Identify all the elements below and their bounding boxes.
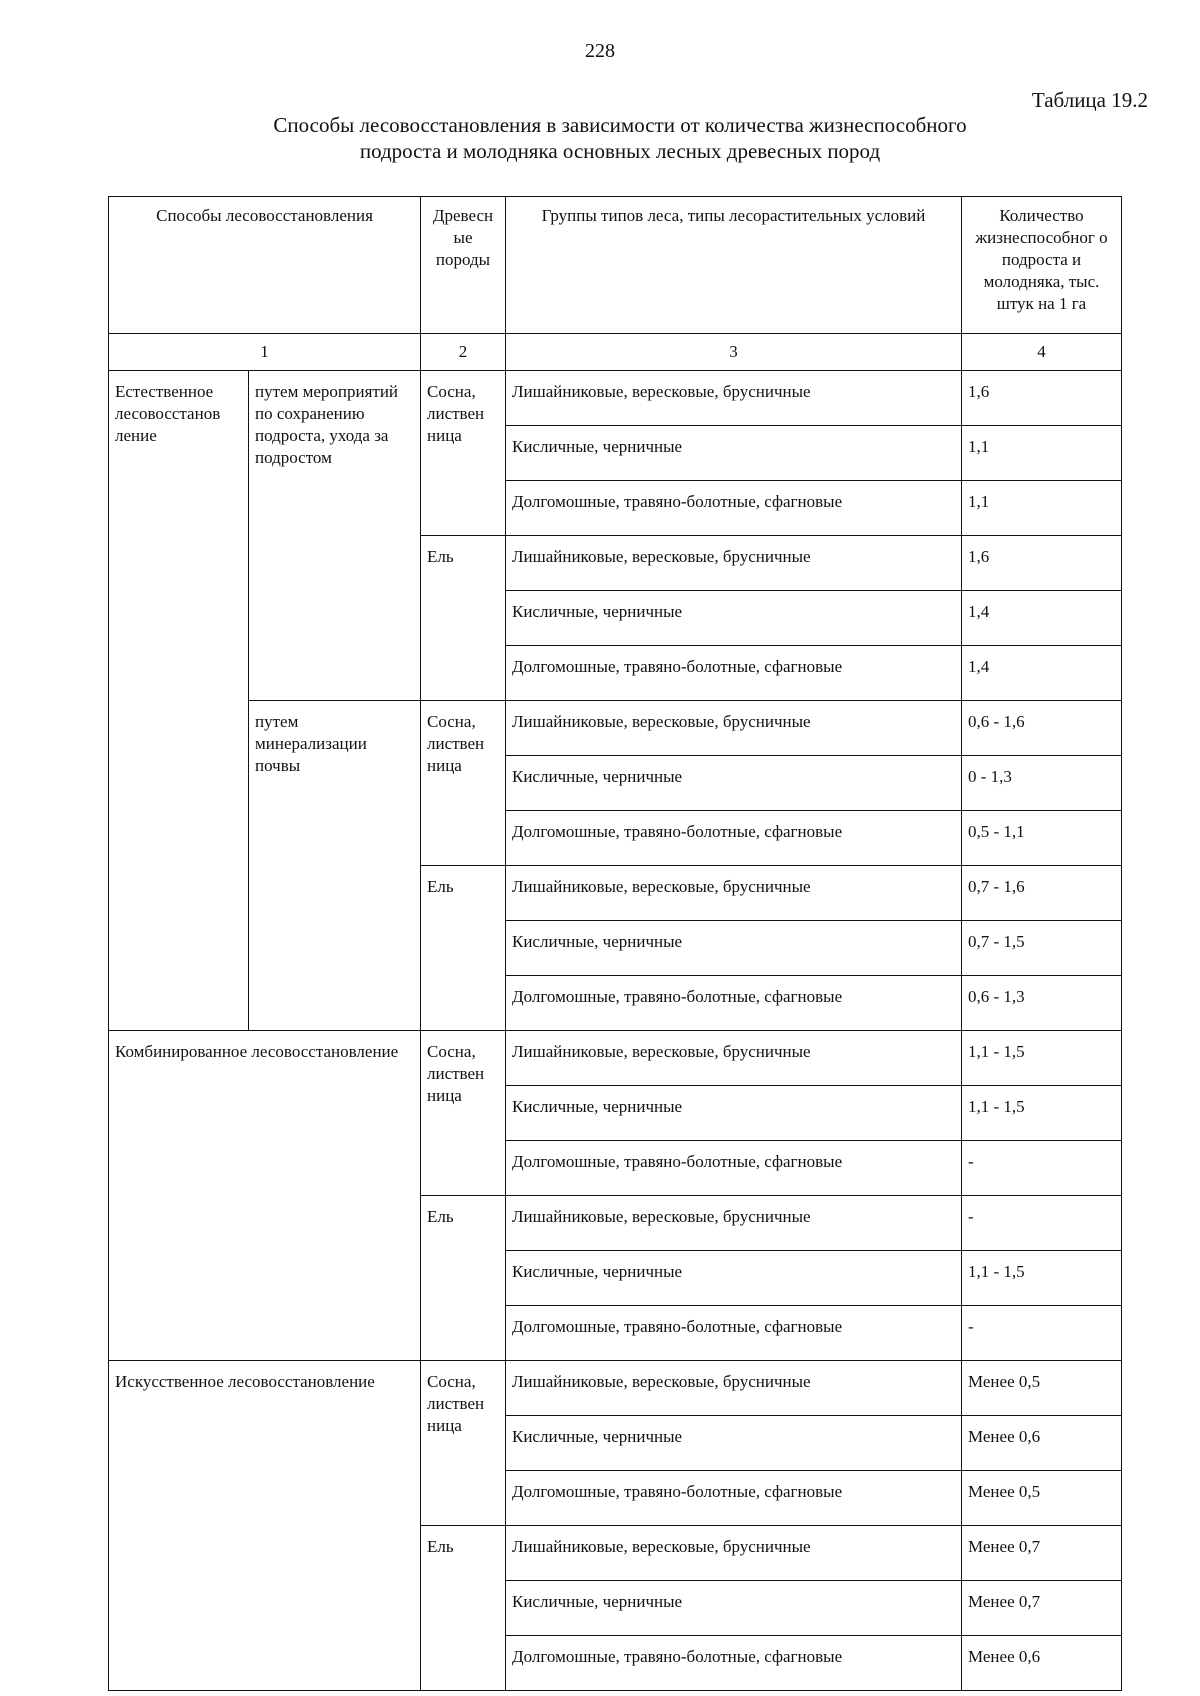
table-row <box>109 1361 1122 1416</box>
method-combined: Комбинированное лесовосстановление <box>109 1031 421 1361</box>
method-natural-submethod: путем минерализации почвы <box>249 701 421 1031</box>
header-methods: Способы лесовосстановления <box>109 197 421 334</box>
quantity-cell: 1,1 - 1,5 <box>962 1251 1122 1306</box>
quantity-cell: - <box>962 1141 1122 1196</box>
quantity-cell: 0,6 - 1,3 <box>962 976 1122 1031</box>
forest-type-cell: Лишайниковые, вересковые, брусничные <box>506 866 962 921</box>
quantity-cell: 1,1 - 1,5 <box>962 1031 1122 1086</box>
table-label: Таблица 19.2 <box>1031 88 1148 112</box>
table-title: Способы лесовосстановления в зависимости от количества жизнеспособного подроста и молодняка основных лесных древесных пород <box>273 113 967 163</box>
species-cell: Сосна, листвен ница <box>421 1361 506 1526</box>
forest-type-cell: Кисличные, черничные <box>506 426 962 481</box>
species-cell: Сосна, листвен ница <box>421 701 506 866</box>
forest-type-cell: Долгомошные, травяно-болотные, сфагновые <box>506 646 962 701</box>
quantity-cell: Менее 0,5 <box>962 1361 1122 1416</box>
species-cell: Сосна, листвен ница <box>421 1031 506 1196</box>
quantity-cell: 0,7 - 1,5 <box>962 921 1122 976</box>
species-cell: Ель <box>421 1526 506 1691</box>
forest-type-cell: Долгомошные, травяно-болотные, сфагновые <box>506 976 962 1031</box>
quantity-cell: - <box>962 1196 1122 1251</box>
quantity-cell: 1,1 <box>962 426 1122 481</box>
forest-type-cell: Долгомошные, травяно-болотные, сфагновые <box>506 1141 962 1196</box>
forest-type-cell: Лишайниковые, вересковые, брусничные <box>506 1526 962 1581</box>
column-number: 4 <box>962 334 1122 371</box>
quantity-cell: 1,1 <box>962 481 1122 536</box>
forest-type-cell: Долгомошные, травяно-болотные, сфагновые <box>506 811 962 866</box>
species-cell: Ель <box>421 1196 506 1361</box>
forest-type-cell: Кисличные, черничные <box>506 1581 962 1636</box>
forest-type-cell: Лишайниковые, вересковые, брусничные <box>506 371 962 426</box>
header-forest-types: Группы типов леса, типы лесорастительных условий <box>506 197 962 334</box>
page-number: 228 <box>585 40 615 62</box>
table-row <box>109 1031 1122 1086</box>
header-row <box>109 197 1122 334</box>
quantity-cell: Менее 0,5 <box>962 1471 1122 1526</box>
quantity-cell: 1,4 <box>962 646 1122 701</box>
quantity-cell: Менее 0,7 <box>962 1581 1122 1636</box>
forest-type-cell: Долгомошные, травяно-болотные, сфагновые <box>506 481 962 536</box>
quantity-cell: Менее 0,6 <box>962 1636 1122 1691</box>
quantity-cell: 1,1 - 1,5 <box>962 1086 1122 1141</box>
forest-type-cell: Долгомошные, травяно-болотные, сфагновые <box>506 1471 962 1526</box>
forest-type-cell: Лишайниковые, вересковые, брусничные <box>506 701 962 756</box>
forest-type-cell: Лишайниковые, вересковые, брусничные <box>506 1031 962 1086</box>
forest-type-cell: Кисличные, черничные <box>506 756 962 811</box>
quantity-cell: - <box>962 1306 1122 1361</box>
species-cell: Ель <box>421 536 506 701</box>
column-number: 1 <box>109 334 421 371</box>
quantity-cell: Менее 0,6 <box>962 1416 1122 1471</box>
quantity-cell: 0,5 - 1,1 <box>962 811 1122 866</box>
quantity-cell: Менее 0,7 <box>962 1526 1122 1581</box>
forest-type-cell: Долгомошные, травяно-болотные, сфагновые <box>506 1636 962 1691</box>
species-cell: Сосна, листвен ница <box>421 371 506 536</box>
forest-type-cell: Кисличные, черничные <box>506 1251 962 1306</box>
forest-type-cell: Лишайниковые, вересковые, брусничные <box>506 536 962 591</box>
header-species: Древесн ые породы <box>421 197 506 334</box>
quantity-cell: 1,6 <box>962 536 1122 591</box>
table-row <box>109 371 1122 426</box>
forest-type-cell: Кисличные, черничные <box>506 1416 962 1471</box>
column-number-row <box>109 334 1122 371</box>
method-natural-submethod: путем мероприятий по сохранению подроста, ухода за подростом <box>249 371 421 701</box>
column-number: 2 <box>421 334 506 371</box>
forest-type-cell: Лишайниковые, вересковые, брусничные <box>506 1361 962 1416</box>
forest-type-cell: Кисличные, черничные <box>506 921 962 976</box>
quantity-cell: 1,4 <box>962 591 1122 646</box>
forest-type-cell: Лишайниковые, вересковые, брусничные <box>506 1196 962 1251</box>
quantity-cell: 0 - 1,3 <box>962 756 1122 811</box>
table-row <box>109 701 1122 756</box>
header-quantity: Количество жизнеспособног о подроста и молодняка, тыс. штук на 1 га <box>962 197 1122 334</box>
forest-type-cell: Долгомошные, травяно-болотные, сфагновые <box>506 1306 962 1361</box>
method-artificial: Искусственное лесовосстановление <box>109 1361 421 1691</box>
method-natural: Естественное лесовосстанов ление <box>109 371 249 1031</box>
species-cell: Ель <box>421 866 506 1031</box>
quantity-cell: 0,6 - 1,6 <box>962 701 1122 756</box>
quantity-cell: 1,6 <box>962 371 1122 426</box>
forest-type-cell: Кисличные, черничные <box>506 1086 962 1141</box>
reforestation-table <box>108 196 1122 1691</box>
quantity-cell: 0,7 - 1,6 <box>962 866 1122 921</box>
column-number: 3 <box>506 334 962 371</box>
forest-type-cell: Кисличные, черничные <box>506 591 962 646</box>
